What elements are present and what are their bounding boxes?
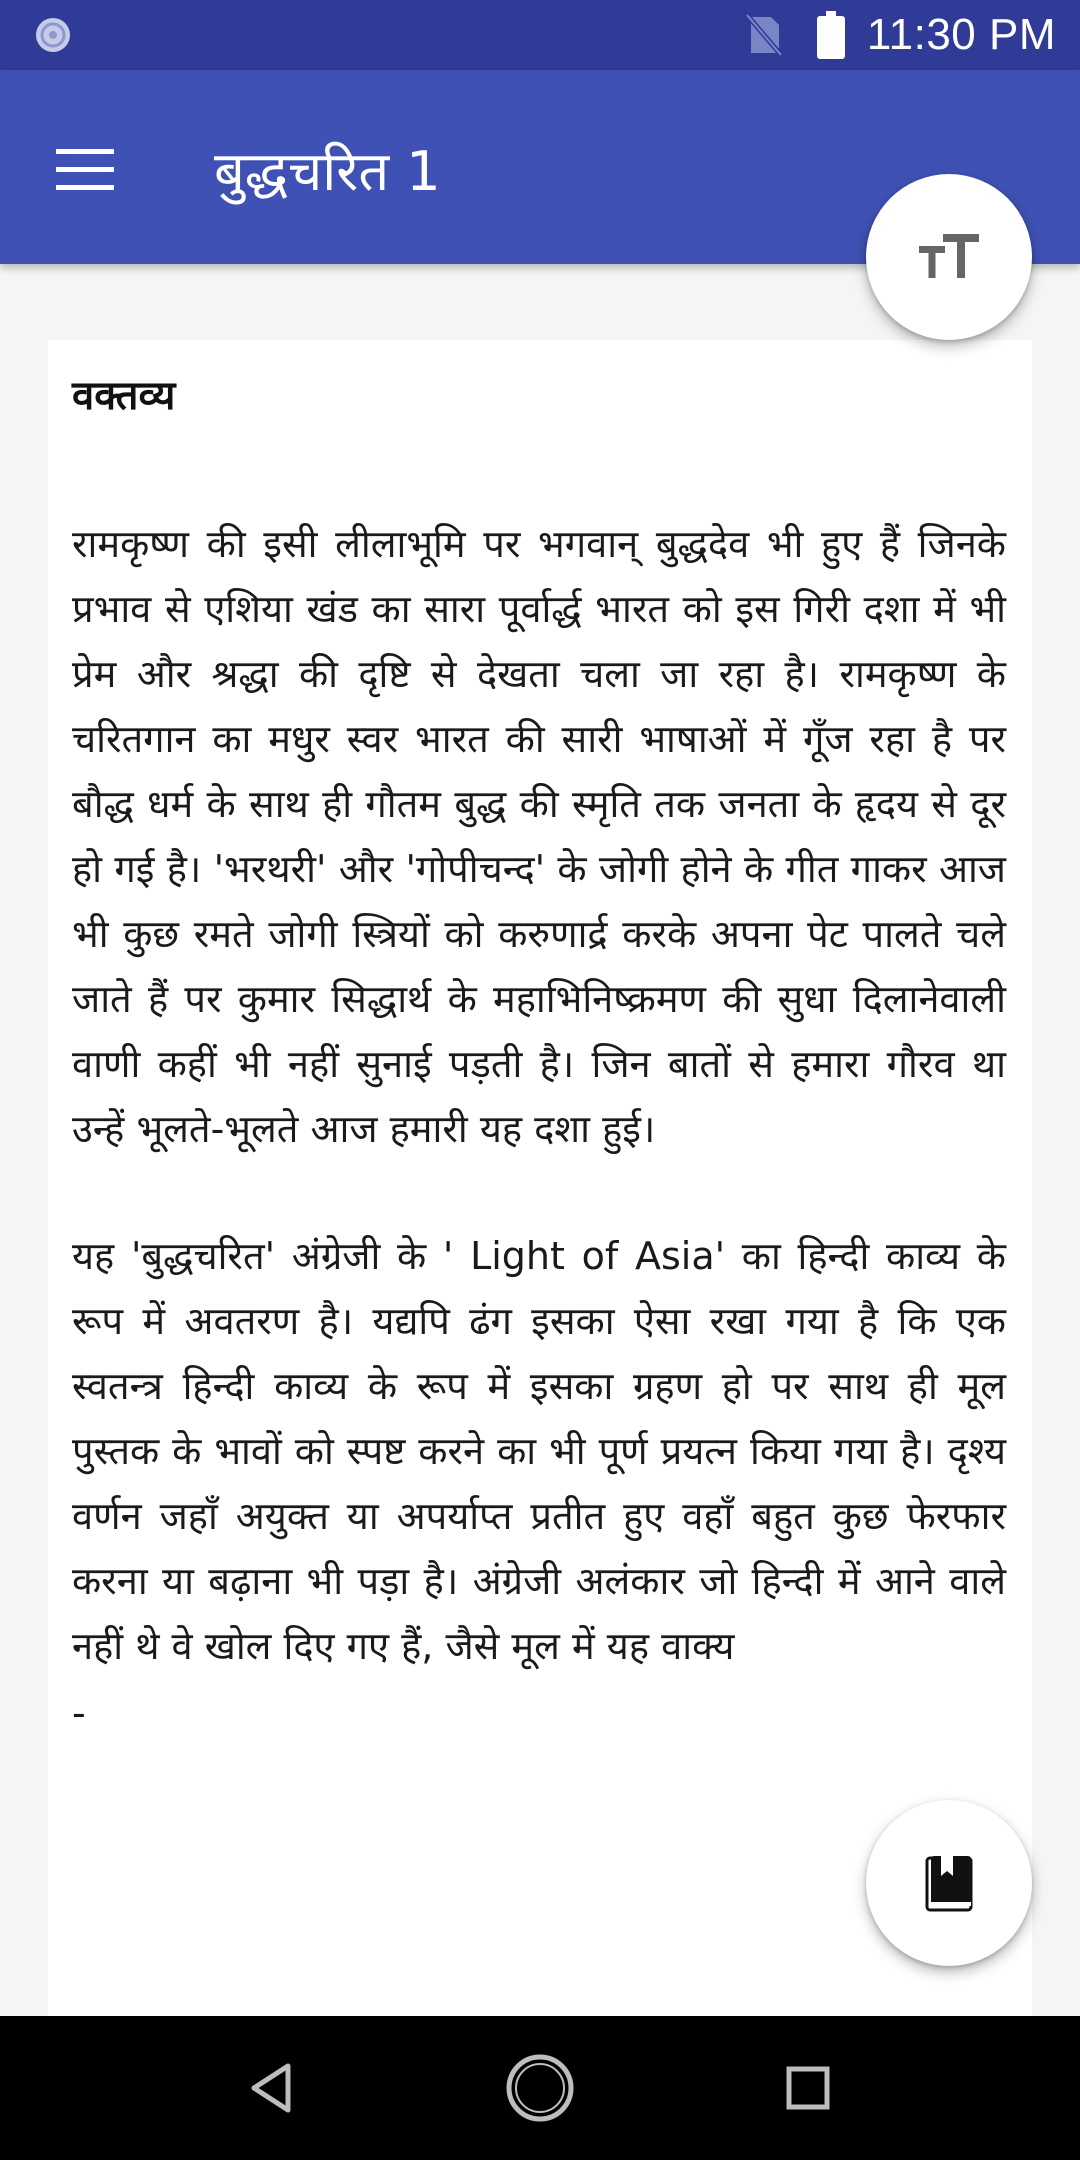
section-heading: वक्तव्य — [72, 373, 176, 419]
navigation-bar — [0, 2016, 1080, 2160]
battery-icon — [817, 11, 845, 59]
book-button[interactable] — [866, 1800, 1032, 1966]
paragraph: यह 'बुद्धचरित' अंग्रेजी के ' Light of Asia' का हिन्दी काव्य के रूप में अवतरण है। यद्यपि ढंग इसका ऐसा रखा गया है कि एक स्वतन्त्र हिन्दी काव्य के रूप में इसका ग्रहण हो पर साथ ही मूल पुस्तक के भावों को स्पष्ट करने का भी पूर्ण प्रयत्न किया गया है। दृश्य वर्णन जहाँ अयुक्त या अपर्याप्त प्रतीत हुए वहाँ बहुत कुछ फेरफार करना या बढ़ाना भी पड़ा है। अंग्रेजी अलंकार जो हिन्दी में आने वाले नहीं थे वे खोल दिए गए हैं, जैसे मूल में यह वाक्य — [72, 1234, 1006, 1668]
page-title: बुद्धचरित 1 — [214, 140, 441, 203]
book-icon — [921, 1854, 977, 1912]
recents-button[interactable] — [772, 2052, 844, 2124]
status-bar — [0, 0, 1080, 70]
content-card — [48, 340, 1032, 2020]
status-right-group — [743, 0, 1056, 70]
trailing-line: - — [72, 1691, 86, 1735]
text-size-button[interactable] — [866, 174, 1032, 340]
home-icon — [504, 2052, 576, 2124]
menu-button[interactable] — [40, 134, 130, 206]
paragraph: रामकृष्ण की इसी लीलाभूमि पर भगवान् बुद्धदेव भी हुए हैं जिनके प्रभाव से एशिया खंड का सारा पूर्वार्द्ध भारत को इस गिरी दशा में भी प्रेम और श्रद्धा की दृष्टि से देखता चला जा रहा है। रामकृष्ण के चरितगान का मधुर स्वर भारत की सारी भाषाओं में गूँज रहा है पर बौद्ध धर्म के साथ ही गौतम बुद्ध की स्मृति तक जनता के हृदय से दूर हो गई है। 'भरथरी' और 'गोपीचन्द' के जोगी होने के गीत गाकर आज भी कुछ रमते जोगी स्त्रियों को करुणार्द्र करके अपना पेट पालते चले जाते हैं पर कुमार सिद्धार्थ के महाभिनिष्क्रमण की सुधा दिलानेवाली वाणी कहीं भी नहीं सुनाई पड़ती है। जिन बातों से हमारा गौरव था उन्हें भूलते-भूलते आज हमारी यह दशा हुई। — [72, 522, 1006, 1151]
notification-icon — [34, 16, 72, 54]
status-time: 11:30 PM — [866, 10, 1056, 59]
back-button[interactable] — [236, 2052, 308, 2124]
no-sim-icon — [743, 13, 783, 57]
home-button[interactable] — [504, 2052, 576, 2124]
recents-icon — [786, 2066, 830, 2110]
hamburger-menu-icon — [56, 149, 114, 191]
text-size-icon — [919, 232, 979, 282]
back-icon — [248, 2062, 296, 2114]
